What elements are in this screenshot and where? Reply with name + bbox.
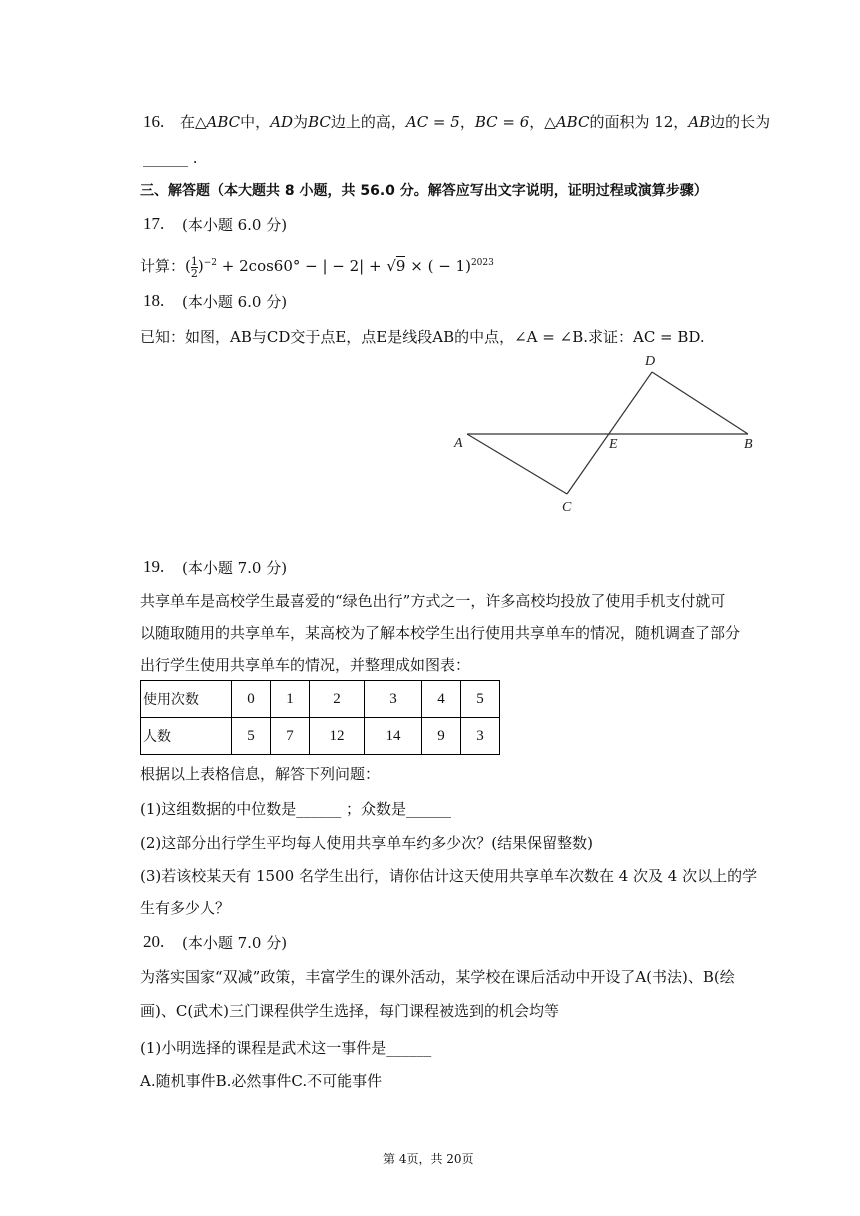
q17-expr-part: + 2cos60° − | − 2| + <box>217 257 387 275</box>
q20-options: A.随机事件B.必然事件C.不可能事件 <box>140 1072 383 1090</box>
q18-number: 18. <box>143 291 165 310</box>
table-cell: 3 <box>365 681 422 718</box>
table-cell: 5 <box>232 718 271 755</box>
q20-number: 20. <box>143 932 165 951</box>
q16-text <box>180 112 770 132</box>
geometry-figure <box>440 345 770 520</box>
q16-part: BC = 6 <box>474 113 530 131</box>
q17-expression <box>140 253 494 279</box>
table-cell: 3 <box>461 718 500 755</box>
q19-lead: 根据以上表格信息，解答下列问题： <box>140 765 381 783</box>
q18-points: (本小题 6.0 分) <box>182 293 288 311</box>
table-cell: 12 <box>310 718 365 755</box>
table-row <box>141 718 500 755</box>
q16-part: AD <box>270 113 294 131</box>
q19-sub3-line1: (3)若该校某天有 1500 名学生出行，请你估计这天使用共享单车次数在 4 次及 4 次以上的学 <box>140 867 758 885</box>
fraction-denominator: 2 <box>190 266 198 280</box>
table-cell: 5 <box>461 681 500 718</box>
table-cell: 0 <box>232 681 271 718</box>
q19-sub2: (2)这部分出行学生平均每人使用共享单车约多少次？(结果保留整数) <box>140 834 593 852</box>
section-heading: 三、解答题（本大题共 8 小题，共 56.0 分。解答应写出文字说明，证明过程或演算步骤） <box>140 183 708 199</box>
sqrt-symbol: √ <box>386 257 396 275</box>
q16-part: 的面积为 12， <box>589 113 689 131</box>
segment-cd <box>567 372 652 494</box>
q17-prefix: 计算： <box>140 257 186 275</box>
table-header-cell: 使用次数 <box>141 681 232 718</box>
page-footer: 第 4页，共 20页 <box>383 1152 474 1166</box>
table-cell: 14 <box>365 718 422 755</box>
q20-line2: 画)、C(武术)三门课程供学生选择，每门课程被选到的机会均等 <box>140 1002 560 1020</box>
q16-part: AC = 5 <box>405 113 460 131</box>
exponent: −2 <box>203 258 218 268</box>
segment-db <box>652 372 748 434</box>
label-b: B <box>744 437 753 452</box>
q19-number: 19. <box>143 557 165 576</box>
fraction-numerator: 1 <box>190 254 198 268</box>
table-cell: 4 <box>422 681 461 718</box>
q19-para-line: 共享单车是高校学生最喜爱的“绿色出行”方式之一，许多高校均投放了使用手机支付就可 <box>140 592 726 610</box>
q19-para-line: 出行学生使用共享单车的情况，并整理成如图表： <box>140 656 471 674</box>
q16-part: ，△ <box>529 113 556 131</box>
table-cell: 1 <box>271 681 310 718</box>
q16-part: 中， <box>240 113 271 131</box>
table-cell: 2 <box>310 681 365 718</box>
q16-part: BC <box>308 113 331 131</box>
fraction <box>191 256 198 279</box>
q19-para-line: 以随取随用的共享单车，某高校为了解本校学生出行使用共享单车的情况，随机调查了部分 <box>140 624 741 642</box>
q19-sub1: (1)这组数据的中位数是______ ；众数是______ <box>140 800 452 818</box>
q16-number: 16. <box>143 112 165 131</box>
label-d: D <box>645 354 656 369</box>
table-cell: 9 <box>422 718 461 755</box>
q19-points: (本小题 7.0 分) <box>182 559 288 577</box>
segment-ac <box>467 434 567 494</box>
q16-part: 边的长为 <box>710 113 771 131</box>
label-a: A <box>454 436 463 451</box>
label-c: C <box>562 500 572 515</box>
q20-sub1: (1)小明选择的课程是武术这一事件是______ <box>140 1039 432 1057</box>
q16-part: 在△ <box>180 113 207 131</box>
q20-points: (本小题 7.0 分) <box>182 934 288 952</box>
q16-part: ABC <box>206 113 241 131</box>
q16-part: ABC <box>555 113 590 131</box>
exponent: 2023 <box>470 258 494 268</box>
paren: ) <box>197 257 204 275</box>
q17-points: (本小题 6.0 分) <box>182 216 288 234</box>
usage-table <box>140 680 500 755</box>
q16-part: ， <box>459 113 475 131</box>
q17-expr-part: × ( − 1) <box>405 257 471 275</box>
label-e: E <box>609 437 618 452</box>
table-cell: 7 <box>271 718 310 755</box>
paren: ( <box>185 257 191 275</box>
q19-sub3-line2: 生有多少人？ <box>140 899 231 917</box>
q16-part: AB <box>688 113 711 131</box>
q20-line1: 为落实国家“双减”政策，丰富学生的课外活动，某学校在课后活动中开设了A(书法)、B(绘 <box>140 968 735 986</box>
sqrt-argument: 9 <box>395 257 406 275</box>
q17-number: 17. <box>143 214 165 233</box>
q16-part: 边上的高， <box>330 113 406 131</box>
q16-answer-blank: ______ . <box>143 149 198 167</box>
q16-part: 为 <box>293 113 309 131</box>
table-row <box>141 681 500 718</box>
table-header-cell: 人数 <box>141 718 232 755</box>
q18-text: 已知：如图，AB与CD交于点E，点E是线段AB的中点，∠A = ∠B.求证：AC = BD. <box>140 328 705 346</box>
